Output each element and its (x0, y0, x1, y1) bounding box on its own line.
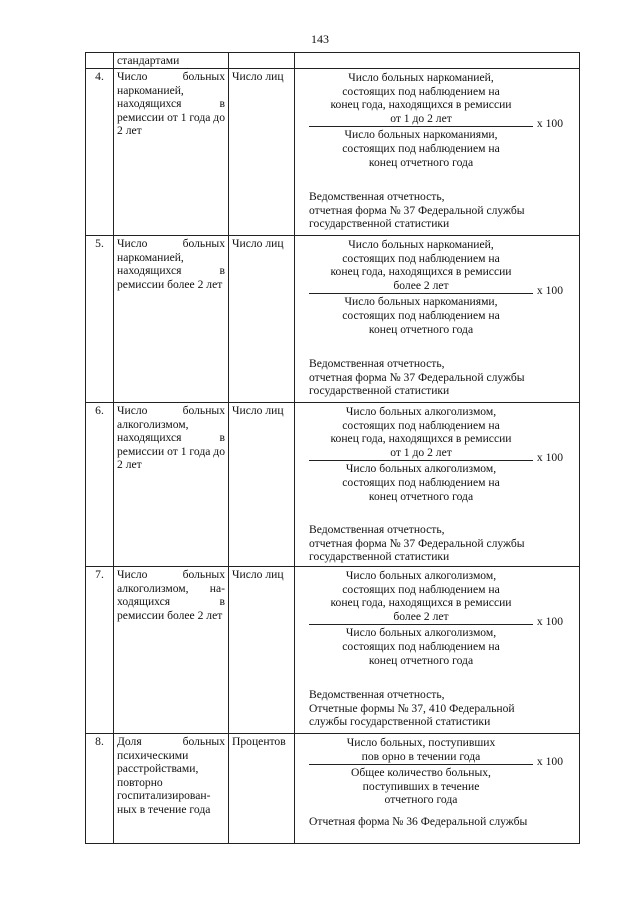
text-line: конец отчетного года (368, 155, 474, 169)
text-line: Отчетная форма № 36 Федеральной службы (309, 814, 528, 828)
formula-multiplier: x 100 (536, 755, 563, 769)
text-line: состоящих под наблюдением на (342, 141, 500, 155)
text-line: конец года, находящихся в ремиссии (330, 596, 512, 610)
formula-multiplier: x 100 (536, 615, 563, 629)
cell-formula (295, 69, 580, 236)
data-source (309, 815, 573, 829)
text-line: Ведомственная отчетность, (309, 190, 445, 204)
text-line: отчетная форма № 37 Федеральной службы (309, 203, 525, 217)
cell-name: стандартами (114, 53, 229, 69)
cell-unit: Число лиц (229, 69, 295, 236)
text-line: отчетная форма № 37 Федеральной службы (309, 370, 525, 384)
text-line: Ведомственная отчетность, (309, 357, 445, 371)
text-line: отчетная форма № 37 Федеральной службы (309, 536, 525, 550)
data-source (309, 523, 573, 564)
table-row (86, 69, 580, 236)
cell-num (86, 53, 114, 69)
cell-unit: Процентов (229, 734, 295, 844)
text-line: конец года, находящихся в ремиссии (330, 265, 512, 279)
formula-denominator (309, 294, 533, 336)
cell-name: Число больных алкоголизмом, на-ходящихся в ремиссии более 2 лет (114, 567, 229, 734)
text-line: пов орно в течении года (361, 749, 481, 763)
cell-name: Число больных алкоголизмом, находящихся в ремиссии от 1 года до 2 лет (114, 403, 229, 567)
cell-name: Доля больных психическими расстройствами, повторно госпитализирован-ных в течение года (114, 734, 229, 844)
text-line: более 2 лет (393, 278, 449, 292)
text-line: Число больных наркоманиями, (344, 295, 498, 309)
cell-unit: Число лиц (229, 236, 295, 403)
cell-unit: Число лиц (229, 567, 295, 734)
formula-multiplier: x 100 (536, 451, 563, 465)
cell-formula (295, 403, 580, 567)
formula-denominator (309, 765, 533, 807)
text-line: конец отчетного года (368, 653, 474, 667)
formula-denominator (309, 127, 533, 169)
text-line: состоящих под наблюдением на (342, 582, 500, 596)
cell-name: Число больных наркоманией, находящихся в ремиссии более 2 лет (114, 236, 229, 403)
text-line: Общее количество больных, (351, 766, 491, 780)
formula-numerator (309, 71, 533, 127)
table-row (86, 236, 580, 403)
text-line: Число больных наркоманиями, (344, 128, 498, 142)
text-line: от 1 до 2 лет (390, 445, 452, 459)
text-line: государственной статистики (309, 384, 450, 398)
text-line: конец отчетного года (368, 322, 474, 336)
cell-formula (295, 734, 580, 844)
cell-num: 5. (86, 236, 114, 403)
text-line: состоящих под наблюдением на (342, 308, 500, 322)
data-source (309, 357, 573, 398)
text-line: конец отчетного года (368, 489, 474, 503)
page-number: 143 (311, 32, 329, 46)
data-source (309, 688, 573, 729)
cell-num: 4. (86, 69, 114, 236)
cell-name: Число больных наркоманией, находящихся в ремиссии от 1 года до 2 лет (114, 69, 229, 236)
text-line: государственной статистики (309, 217, 450, 231)
text-line: состоящих под наблюдением на (342, 418, 500, 432)
text-line: Число больных, поступивших (346, 736, 496, 749)
cell-num: 8. (86, 734, 114, 844)
text-line: Ведомственная отчетность, (309, 688, 445, 702)
text-line: Ведомственная отчетность, (309, 523, 445, 537)
text-line: Отчетные формы № 37, 410 Федеральной (309, 701, 515, 715)
text-line: поступивших в течение (362, 779, 480, 793)
text-line: Число больных наркоманией, (348, 71, 494, 84)
text-line: Число больных алкоголизмом, (345, 405, 497, 418)
table-row-continuation (86, 53, 580, 69)
cell-unit: Число лиц (229, 403, 295, 567)
formula-numerator (309, 238, 533, 294)
text-line: государственной статистики (309, 550, 450, 564)
text-line: Число больных наркоманией, (348, 238, 494, 251)
cell-formula (295, 236, 580, 403)
indicators-table (85, 52, 580, 844)
text-line: службы государственной статистики (309, 715, 491, 729)
text-line: состоящих под наблюдением на (342, 84, 500, 98)
formula-numerator (309, 569, 533, 625)
cell-formula (295, 53, 580, 69)
table-row (86, 403, 580, 567)
text-line: от 1 до 2 лет (390, 111, 452, 125)
table-row (86, 567, 580, 734)
text-line: конец года, находящихся в ремиссии (330, 98, 512, 112)
text-line: Число больных алкоголизмом, (345, 626, 497, 640)
text-line: отчетного года (384, 793, 458, 807)
cell-unit (229, 53, 295, 69)
formula-numerator (309, 405, 533, 461)
text-line: Число больных алкоголизмом, (345, 462, 497, 476)
formula-multiplier: x 100 (536, 117, 563, 131)
formula-multiplier: x 100 (536, 284, 563, 298)
text-line: состоящих под наблюдением на (342, 475, 500, 489)
formula-denominator (309, 625, 533, 667)
cell-num: 6. (86, 403, 114, 567)
text-line: конец года, находящихся в ремиссии (330, 432, 512, 446)
text-line: более 2 лет (393, 609, 449, 623)
text-line: состоящих под наблюдением на (342, 639, 500, 653)
text-line: состоящих под наблюдением на (342, 251, 500, 265)
data-source (309, 190, 573, 231)
cell-num: 7. (86, 567, 114, 734)
formula-numerator (309, 736, 533, 765)
cell-formula (295, 567, 580, 734)
formula-denominator (309, 461, 533, 503)
text-line: Число больных алкоголизмом, (345, 569, 497, 582)
table-row (86, 734, 580, 844)
